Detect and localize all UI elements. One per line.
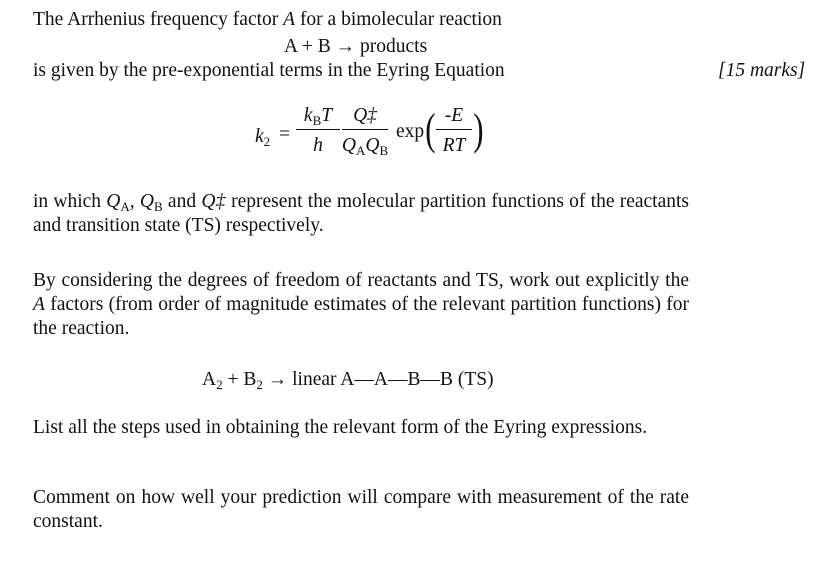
eq-exp: exp (396, 121, 425, 142)
marks-label: [15 marks] (718, 60, 806, 81)
eq-qaqb-denominator: $Q_AQ_B$ (341, 135, 389, 158)
eq-kbt-numerator: $k_BT$ (303, 105, 333, 128)
eq-h-denominator: h (313, 135, 323, 156)
eq-qts-numerator: Q‡ (353, 105, 377, 126)
eq-RT: RT (442, 135, 466, 156)
eq-fraction-bar-1 (296, 129, 340, 130)
var-A: A (283, 9, 296, 30)
eq-equals: = (279, 124, 290, 145)
eq-left-paren: ( (425, 105, 436, 154)
eq-fraction-bar-3 (436, 129, 472, 130)
paragraph-comment: Comment on how well your prediction will compare with measurement of the rate constant. (33, 487, 689, 532)
eq-lhs: $k_2$ (255, 126, 271, 149)
intro-line-3: is given by the pre-exponential terms in the Eyring Equation (33, 60, 505, 81)
eq-right-paren: ) (473, 105, 484, 154)
paragraph-partition-functions: in which $Q_A$, $Q_B$ and Q‡ represent the molecular partition functions of the reactants and transition state (TS) respectively. (33, 191, 690, 236)
paragraph-degrees-of-freedom: By considering the degrees of freedom of reactants and TS, work out explicitly the A factors (from order of magnitude estimates of the relevant partition functions) for the reaction. (33, 270, 689, 339)
eq-fraction-bar-2 (342, 129, 388, 130)
paragraph-list-steps: List all the steps used in obtaining the relevant form of the Eyring expressions. (33, 417, 648, 438)
reaction-a2-b2: $A_2 + B_2$ → linear A—A—B—B (TS) (202, 369, 494, 392)
intro-line-1: The Arrhenius frequency factor A for a bimolecular reaction (33, 9, 502, 30)
reaction-equation: A + B → products (284, 36, 428, 57)
eq-negE: -E (444, 105, 464, 126)
